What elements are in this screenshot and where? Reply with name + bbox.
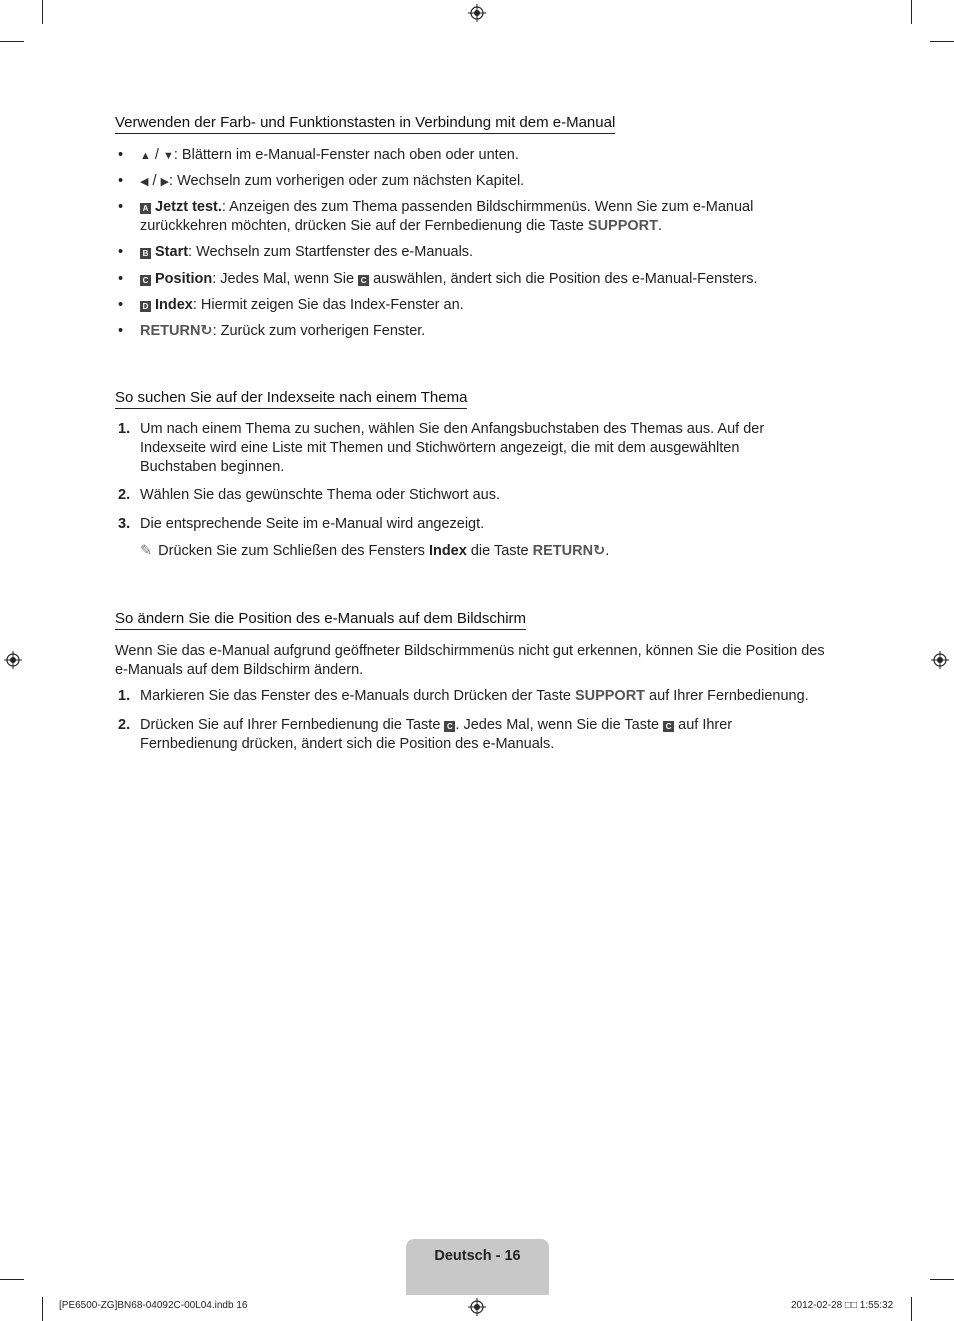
crop-mark: [911, 1297, 912, 1321]
key-c-icon: C: [444, 721, 455, 732]
list-item: • C Position: Jedes Mal, wenn Sie C auswählen, ändert sich die Position des e-Manual-Fensters.: [118, 271, 758, 287]
page-number-tab: Deutsch - 16: [406, 1239, 549, 1295]
key-b-icon: B: [140, 248, 151, 259]
crop-mark: [0, 1279, 24, 1280]
list-item: 2. Drücken Sie auf Ihrer Fernbedienung die Taste C . Jedes Mal, wenn Sie die Taste C auf Ihrer Fernbedienung drücken, ändert sich die Position des e-Manuals.: [118, 717, 733, 752]
note: ✎ Drücken Sie zum Schließen des Fensters Index die Taste RETURN↻.: [140, 543, 610, 559]
pencil-note-icon: ✎: [140, 543, 153, 559]
crop-mark: [930, 41, 954, 42]
list-item: 1. Markieren Sie das Fenster des e-Manuals durch Drücken der Taste SUPPORT auf Ihrer Fernbedienung.: [118, 688, 809, 704]
list-item: 1. Um nach einem Thema zu suchen, wählen Sie den Anfangsbuchstaben des Themas aus. Auf der Indexseite wird eine Liste mit Themen und Stichwörtern angezeigt, die mit dem ausgewählten Buchstaben beginnen.: [118, 421, 765, 475]
triangle-left-icon: ◀: [140, 176, 149, 188]
registration-mark-icon: [931, 651, 949, 669]
list-item: 3. Die entsprechende Seite im e-Manual wird angezeigt.: [118, 516, 485, 532]
list-item: • ◀ / ▶: Wechseln zum vorherigen oder zum nächsten Kapitel.: [118, 172, 818, 192]
list-item: • B Start: Wechseln zum Startfenster des e-Manuals.: [118, 244, 474, 260]
list-item: • A Jetzt test.: Anzeigen des zum Thema passenden Bildschirmmenüs. Wenn Sie zum e-Manual zurückkehren möchten, drücken Sie auf der Fernbedienung die Taste SUPPORT.: [118, 199, 754, 234]
return-arrow-icon: ↻: [200, 323, 213, 339]
key-c-icon: C: [358, 275, 369, 286]
registration-mark-icon: [468, 1298, 486, 1316]
intro-paragraph: Wenn Sie das e-Manual aufgrund geöffneter Bildschirmmenüs nicht gut erkennen, können Sie die Position des e-Manuals auf dem Bildschirm ändern.: [115, 643, 825, 678]
list-item: • ▲ / ▼: Blättern im e-Manual-Fenster nach oben oder unten.: [118, 146, 818, 166]
key-d-icon: D: [140, 301, 151, 312]
file-info: [PE6500-ZG]BN68-04092C-00L04.indb 16: [59, 1300, 248, 1311]
list-item: • RETURN↻: Zurück zum vorherigen Fenster.: [118, 323, 426, 339]
return-arrow-icon: ↻: [593, 543, 606, 559]
key-c-icon: C: [663, 721, 674, 732]
registration-mark-icon: [468, 4, 486, 22]
triangle-up-icon: ▲: [140, 150, 151, 162]
section-heading-index-search: So suchen Sie auf der Indexseite nach einem Thema: [115, 389, 467, 409]
key-c-icon: C: [140, 275, 151, 286]
print-timestamp: 2012-02-28 □□ 1:55:32: [791, 1300, 894, 1311]
crop-mark: [911, 0, 912, 24]
registration-mark-icon: [4, 651, 22, 669]
section-heading-position: So ändern Sie die Position des e-Manuals auf dem Bildschirm: [115, 610, 526, 630]
crop-mark: [42, 1297, 43, 1321]
section-heading-color-keys: Verwenden der Farb- und Funktionstasten in Verbindung mit dem e-Manual: [115, 114, 615, 134]
triangle-right-icon: ▶: [160, 176, 170, 188]
crop-mark: [42, 0, 43, 24]
triangle-down-icon: ▼: [162, 150, 174, 162]
crop-mark: [930, 1279, 954, 1280]
list-item: 2. Wählen Sie das gewünschte Thema oder Stichwort aus.: [118, 487, 501, 503]
key-a-icon: A: [140, 203, 151, 214]
crop-mark: [0, 41, 24, 42]
list-item: • D Index: Hiermit zeigen Sie das Index-Fenster an.: [118, 297, 464, 313]
